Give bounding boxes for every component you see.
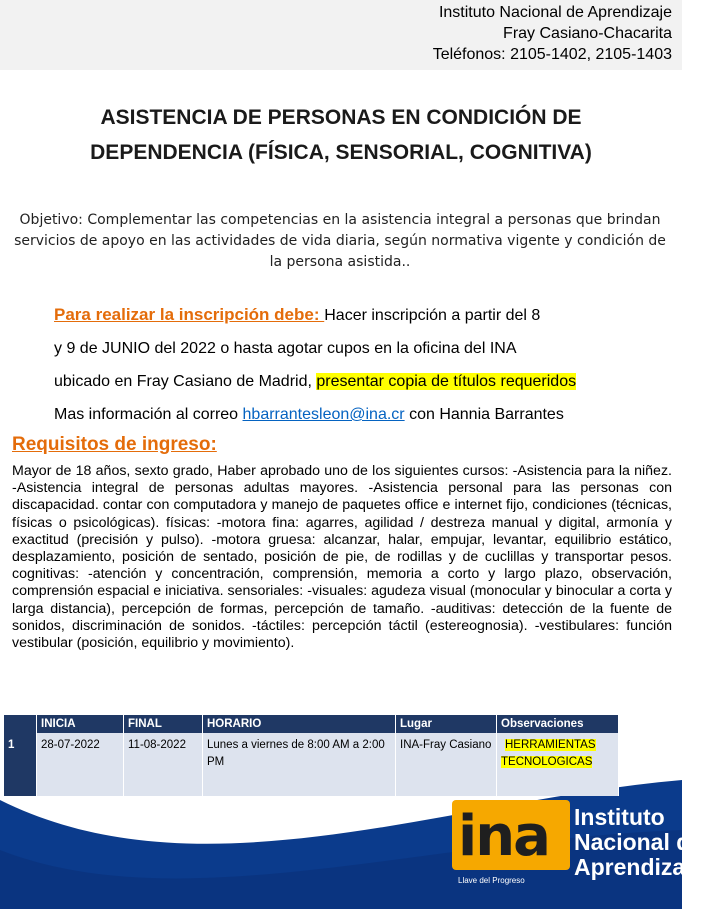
ina-logo-tagline: Llave del Progreso [458,876,525,885]
row-inicia: 28-07-2022 [37,733,124,796]
ina-logo [452,800,578,890]
inscription-label: Para realizar la inscripción debe: [54,305,325,324]
institution-phones: Teléfonos: 2105-1402, 2105-1403 [432,46,672,63]
ina-logo-name [574,805,704,880]
institution-contact [433,0,672,65]
schedule-table [4,715,619,796]
inscription-text2: y 9 de JUNIO del 2022 o hasta agotar cupos en la oficina del INA [54,340,517,357]
table-row [4,733,619,796]
logo-name-line2: Nacional de [574,829,704,855]
logo-name-line1: Instituto [574,804,665,830]
inscription-text3: ubicado en Fray Casiano de Madrid, [54,373,317,390]
logo-name-line3: Aprendizaje [574,854,704,880]
row-horario: Lunes a viernes de 8:00 AM a 2:00 PM [203,733,396,796]
institution-location: Fray Casiano-Chacarita [503,25,672,42]
inscription-text4: Mas información al correo [54,406,243,423]
schedule-header-row [4,715,619,733]
email-link[interactable]: hbarrantesleon@ina.cr [242,406,405,423]
course-title-line2: DEPENDENCIA (FÍSICA, SENSORIAL, COGNITIVA) [90,141,592,164]
header-final: FINAL [124,715,203,733]
row-observaciones [497,733,619,796]
header-inicia: INICIA [37,715,124,733]
header-number [4,715,37,733]
header-banner [0,0,682,70]
institution-name: Instituto Nacional de Aprendizaje [438,4,672,21]
header-lugar: Lugar [396,715,497,733]
requirements-body: Mayor de 18 años, sexto grado, Haber aprobado uno de los siguientes cursos: -Asistencia para la niñez. -Asistencia integral de personas adultas mayores. -Asistencia personal para las personas con discapacidad. contar con computadora y manejo de paquetes office e internet fijo, condiciones (técnicas, físicas o psicológicas). físicas: -motora fina: agarres, agilidad / destreza manual y digital, armonía y exactitud (precisión y pulso). -motora gruesa: alcanzar, halar, empujar, levantar, equilibrio estático, desplazamiento, posición de sentado, posición de pie, de rodillas y de cuclillas y transportar pesos. cognitivas: -atención y concentración, comprensión, memoria a corto y largo plazo, observación, comprensión espacial e iniciativa. sensoriales: -visuales: agudeza visual (monocular y binocular a corta y larga distancia), percepción de formas, percepción de tamaño. -auditivas: detección de la fuente de sonidos, discriminación de sonidos. -táctiles: percepción táctil (estereognosia). -vestibulares: función vestibular (posición, equilibrio y movimiento). [12,463,672,652]
header-horario: HORARIO [203,715,396,733]
objective-text: Objetivo: Complementar las competencias en la asistencia integral a personas que brindan servicios de apoyo en las actividades de vida diaria, según normativa vigente y condición de la persona asistida.. [14,212,666,270]
ina-logo-text: ina [458,804,549,869]
obs-line2: TECNOLOGICAS [501,756,593,768]
requirements-title [12,434,217,456]
course-title [0,100,682,170]
inscription-highlight: presentar copia de títulos requeridos [316,373,577,390]
row-final: 11-08-2022 [124,733,203,796]
inscription-block [54,298,674,431]
course-title-line1: ASISTENCIA DE PERSONAS EN CONDICIÓN DE [100,106,582,129]
inscription-text5: con Hannia Barrantes [404,406,564,423]
inscription-text1: Hacer inscripción a partir del 8 [324,307,541,324]
requirements-title-colon: : [210,434,217,455]
row-lugar: INA-Fray Casiano [396,733,497,796]
header-observaciones: Observaciones [497,715,619,733]
requirements-title-text: Requisitos de ingreso [12,434,211,455]
row-number: 1 [4,733,37,796]
obs-line1: HERRAMIENTAS [505,739,596,751]
